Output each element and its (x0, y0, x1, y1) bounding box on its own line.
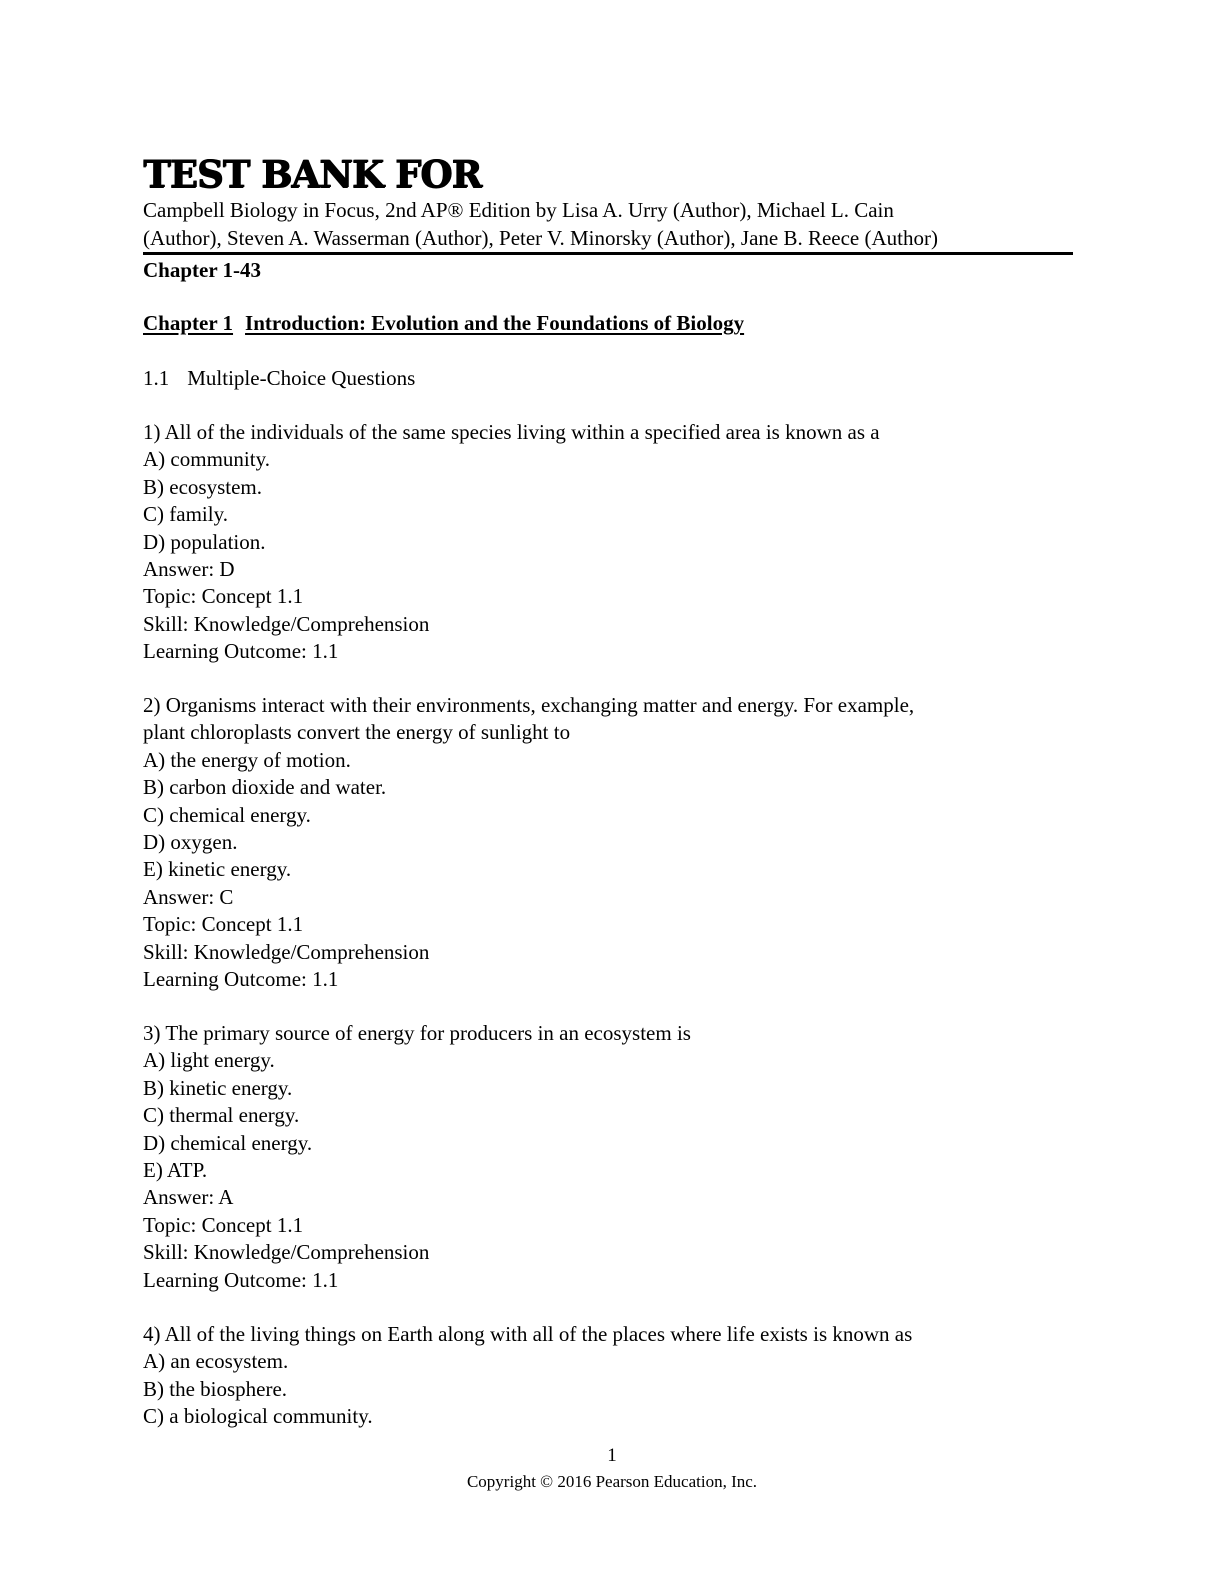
section-heading (143, 365, 415, 391)
answer-option: A) an ecosystem. (143, 1349, 289, 1374)
chapter-number: Chapter 1 (143, 311, 234, 335)
answer-option: C) thermal energy. (143, 1103, 300, 1128)
question-3 (143, 1020, 1083, 1294)
answer-option: B) the biosphere. (143, 1376, 288, 1401)
question-1 (143, 419, 1083, 666)
answer-option: A) light energy. (143, 1048, 275, 1073)
answer-option: D) chemical energy. (143, 1130, 313, 1155)
answer-option: C) family. (143, 502, 228, 527)
answer-option: B) kinetic energy. (143, 1075, 293, 1100)
skill-label: Skill: Knowledge/Comprehension (143, 1240, 430, 1265)
question-4 (143, 1321, 1083, 1431)
answer-key: Answer: A (143, 1185, 234, 1210)
answer-option: E) kinetic energy. (143, 857, 292, 882)
header-divider (143, 252, 1073, 255)
section-number: 1.1 (143, 366, 170, 390)
answer-option: C) chemical energy. (143, 802, 311, 827)
answer-option: B) carbon dioxide and water. (143, 775, 387, 800)
section-title: Multiple-Choice Questions (187, 366, 416, 390)
question-stem: 3) The primary source of energy for producers in an ecosystem is (143, 1021, 691, 1045)
question-stem: 4) All of the living things on Earth along with all of the places where life exists is known as (143, 1322, 913, 1346)
topic-label: Topic: Concept 1.1 (143, 584, 304, 609)
learning-outcome-label: Learning Outcome: 1.1 (143, 966, 339, 991)
chapter-title: Introduction: Evolution and the Foundations of Biology (245, 311, 745, 335)
answer-key: Answer: D (143, 556, 235, 581)
answer-option: D) oxygen. (143, 829, 238, 854)
answer-option: E) ATP. (143, 1157, 208, 1182)
topic-label: Topic: Concept 1.1 (143, 912, 304, 937)
document-title: TEST BANK FOR (143, 152, 481, 196)
question-stem: 2) Organisms interact with their environments, exchanging matter and energy. For example, (143, 693, 915, 717)
page-number: 1 (607, 1445, 617, 1466)
citation-line-1: Campbell Biology in Focus, 2nd AP® Edition by Lisa A. Urry (Author), Michael L. Cain (143, 198, 894, 222)
answer-option: C) a biological community. (143, 1404, 373, 1429)
question-stem: 1) All of the individuals of the same species living within a specified area is known as a (143, 420, 880, 444)
answer-option: A) the energy of motion. (143, 747, 351, 772)
answer-option: D) population. (143, 529, 266, 554)
skill-label: Skill: Knowledge/Comprehension (143, 611, 430, 636)
topic-label: Topic: Concept 1.1 (143, 1212, 304, 1237)
learning-outcome-label: Learning Outcome: 1.1 (143, 639, 339, 664)
chapter-range: Chapter 1-43 (143, 258, 262, 282)
question-2 (143, 692, 1083, 993)
answer-option: B) ecosystem. (143, 474, 262, 499)
question-stem: plant chloroplasts convert the energy of sunlight to (143, 720, 571, 745)
answer-option: A) community. (143, 447, 270, 472)
book-citation (143, 196, 1083, 252)
answer-key: Answer: C (143, 884, 234, 909)
chapter-heading (143, 310, 744, 336)
learning-outcome-label: Learning Outcome: 1.1 (143, 1267, 339, 1292)
copyright-notice: Copyright © 2016 Pearson Education, Inc. (466, 1472, 758, 1491)
citation-line-2: (Author), Steven A. Wasserman (Author), Peter V. Minorsky (Author), Jane B. Reece (Author) (143, 226, 938, 250)
skill-label: Skill: Knowledge/Comprehension (143, 939, 430, 964)
